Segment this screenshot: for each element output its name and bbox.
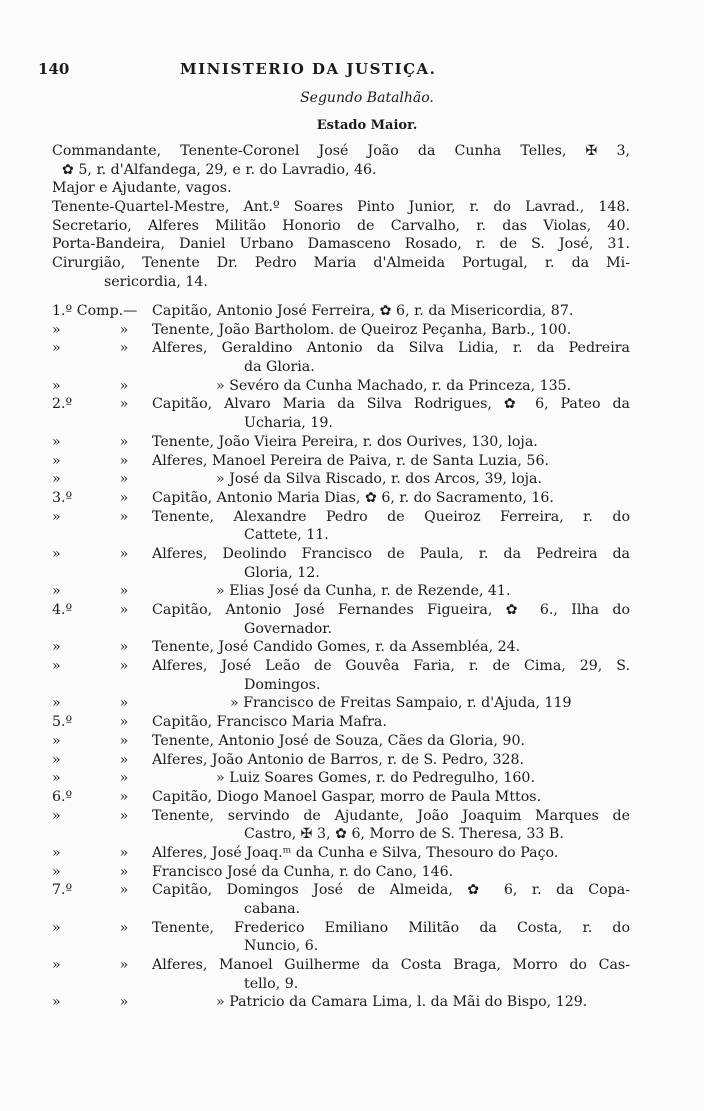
company-marker: 6.º [52,788,73,805]
roster-row [52,919,630,956]
ditto-marker: » [119,377,129,394]
roster-row [52,545,630,582]
page-number: 140 [38,60,70,78]
roster-line: » José da Silva Riscado, r. dos Arcos, 39, loja. [216,471,542,488]
ditto-marker: » [119,751,129,768]
company-marker: » [52,639,61,656]
roster-row [52,638,630,657]
company-marker: » [52,508,61,525]
roster-line: Alferes, Deolindo Francisco de Paula, r. da Pedreira da [152,545,630,562]
company-marker: » [52,658,61,675]
company-marker: » [52,807,61,824]
ditto-marker: » [119,863,129,880]
company-marker: 7.º [52,882,73,899]
ditto-marker: » [119,919,129,936]
roster-line: Tenente, João Vieira Pereira, r. dos Ourives, 130, loja. [152,433,538,450]
company-marker: » [52,545,61,562]
ditto-marker: » [119,732,129,749]
roster-line: Tenente, servindo de Ajudante, João Joaquim Marques de [152,807,630,824]
staff-line: Major e Ajudante, vagos. [52,180,232,197]
staff-line: Porta-Bandeira, Daniel Urbano Damasceno Rosado, r. de S. José, 31. [52,236,630,253]
roster-line: Capitão, Diogo Manoel Gaspar, morro de Paula Mttos. [152,788,542,805]
company-marker: » [52,321,61,338]
roster-row [52,863,630,882]
roster-line: Domingos. [244,676,321,693]
staff-line: Cirurgião, Tenente Dr. Pedro Maria d'Almeida Portugal, r. da Mi- [52,255,630,272]
roster-row [52,489,630,508]
company-marker: 1.º Comp.— [52,303,138,319]
ditto-marker: » [119,807,129,824]
company-marker: » [52,863,61,880]
roster-line: Castro, ✠ 3, ✿ 6, Morro de S. Theresa, 33 B. [244,826,564,843]
ditto-marker: » [119,321,129,338]
company-marker: 4.º [52,602,73,618]
company-marker: » [52,751,61,768]
roster-line: Capitão, Domingos José de Almeida, ✿ 6, r. da Copa- [152,882,630,899]
roster-row [52,788,630,807]
ditto-marker: » [119,508,129,525]
company-marker: » [52,452,61,469]
roster-line: Ucharia, 19. [244,415,333,432]
roster-row [52,452,630,471]
company-marker: 3.º [52,489,73,506]
roster-line: Alferes, Geraldino Antonio da Silva Lidia, r. da Pedreira [152,340,630,357]
company-marker: » [52,844,61,861]
roster-line: Francisco José da Cunha, r. do Cano, 146. [152,863,454,880]
roster-line: Tenente, José Candido Gomes, r. da Assembléa, 24. [152,639,521,656]
company-marker: » [52,340,61,357]
roster-line: Gloria, 12. [244,564,320,581]
roster-line: Nuncio, 6. [244,938,319,955]
ditto-marker: » [119,844,129,861]
ditto-marker: » [119,452,129,469]
roster-line: Alferes, João Antonio de Barros, r. de S. Pedro, 328. [152,751,525,768]
ditto-marker: » [119,433,129,450]
company-marker: » [52,732,61,749]
company-marker: » [52,583,61,600]
roster-row [52,751,630,770]
roster-line: » Luiz Soares Gomes, r. do Pedregulho, 160. [216,770,535,787]
roster-row [52,713,630,732]
roster-row [52,993,630,1012]
roster-line: » Sevéro da Cunha Machado, r. da Princeza, 135. [216,377,572,394]
roster-line: Tenente, Frederico Emiliano Militão da Costa, r. do [152,919,630,936]
company-marker: » [52,957,61,974]
roster-row [52,302,630,321]
roster-line: Governador. [244,620,333,637]
roster-row [52,582,630,601]
roster-line: Tenente, João Bartholom. de Queiroz Peçanha, Barb., 100. [152,321,572,338]
ditto-marker: » [119,658,129,675]
staff-line: Secretario, Alferes Militão Honorio de Carvalho, r. das Violas, 40. [52,217,630,234]
company-marker: » [52,770,61,787]
ditto-marker: » [119,994,129,1011]
roster-row [52,601,630,638]
ditto-marker: » [119,639,129,656]
ditto-marker: » [119,489,129,506]
roster-row [52,470,630,489]
roster-row [52,807,630,844]
roster-row [52,732,630,751]
staff-list [52,142,630,292]
roster-row [52,395,630,432]
company-marker: » [52,919,61,936]
roster-line: Alferes, José Leão de Gouvêa Faria, r. de Cima, 29, S. [152,658,630,675]
ditto-marker: » [119,340,129,357]
ditto-marker: » [119,695,129,712]
roster-line: Alferes, José Joaq.ᵐ da Cunha e Silva, Thesouro do Paço. [152,844,559,861]
ditto-marker: » [119,770,129,787]
company-marker: » [52,433,61,450]
ditto-marker: » [119,957,129,974]
roster-row [52,769,630,788]
roster-line: Tenente, Antonio José de Souza, Cães da Gloria, 90. [152,732,525,749]
staff-line: Commandante, Tenente-Coronel José João da Cunha Telles, ✠ 3, [52,143,630,159]
roster-row [52,433,630,452]
ditto-marker: » [119,788,129,805]
staff-line: ✿ 5, r. d'Alfandega, 29, e r. do Lavradio, 46. [62,161,377,178]
roster-row [52,881,630,918]
ditto-marker: » [119,714,129,731]
company-marker: » [52,695,61,712]
roster-line: Tenente, Alexandre Pedro de Queiroz Ferreira, r. do [152,508,630,525]
company-marker: » [52,471,61,488]
staff-line: sericordia, 14. [104,273,208,290]
staff-line: Tenente-Quartel-Mestre, Ant.º Soares Pinto Junior, r. do Lavrad., 148. [52,199,630,216]
roster-line: Capitão, Francisco Maria Mafra. [152,714,387,731]
roster-row [52,339,630,376]
roster-row [52,956,630,993]
roster-line: Alferes, Manoel Guilherme da Costa Braga, Morro do Cas- [152,957,630,974]
roster-row [52,844,630,863]
roster-row [52,508,630,545]
company-marker: 2.º [52,396,73,413]
ditto-marker: » [119,882,129,899]
roster-line: cabana. [244,901,301,917]
ditto-marker: » [119,583,129,600]
ditto-marker: » [119,545,129,562]
roster-row [52,657,630,694]
roster-line: Capitão, Alvaro Maria da Silva Rodrigues, ✿ 6, Pateo da [152,396,630,413]
roster-line: » Patricio da Camara Lima, l. da Mãi do Bispo, 129. [216,994,588,1011]
roster-line: » Francisco de Freitas Sampaio, r. d'Ajuda, 119 [230,695,572,712]
roster-line: Alferes, Manoel Pereira de Paiva, r. de Santa Luzia, 56. [152,452,549,469]
roster-line: tello, 9. [244,975,299,992]
roster-row [52,694,630,713]
section-heading: Estado Maior. [316,118,418,133]
ditto-marker: » [119,396,129,413]
roster-line: Capitão, Antonio José Ferreira, ✿ 6, r. da Misericordia, 87. [152,303,574,319]
roster-line: Capitão, Antonio José Fernandes Figueira, ✿ 6., Ilha do [152,602,630,618]
roster-line: Cattete, 11. [244,527,329,544]
company-marker: 5.º [52,714,73,731]
roster-line: » Elias José da Cunha, r. de Rezende, 41. [216,583,511,600]
company-marker: » [52,994,61,1011]
roster-line: Capitão, Antonio Maria Dias, ✿ 6, r. do Sacramento, 16. [152,489,554,506]
company-marker: » [52,377,61,394]
running-title: MINISTERIO DA JUSTIÇA. [180,60,437,78]
roster-row [52,321,630,340]
ditto-marker: » [119,602,129,618]
company-roster [52,302,630,1012]
subtitle: Segundo Batalhão. [300,90,434,106]
roster-line: da Gloria. [244,359,315,376]
roster-row [52,377,630,396]
ditto-marker: » [119,471,129,488]
